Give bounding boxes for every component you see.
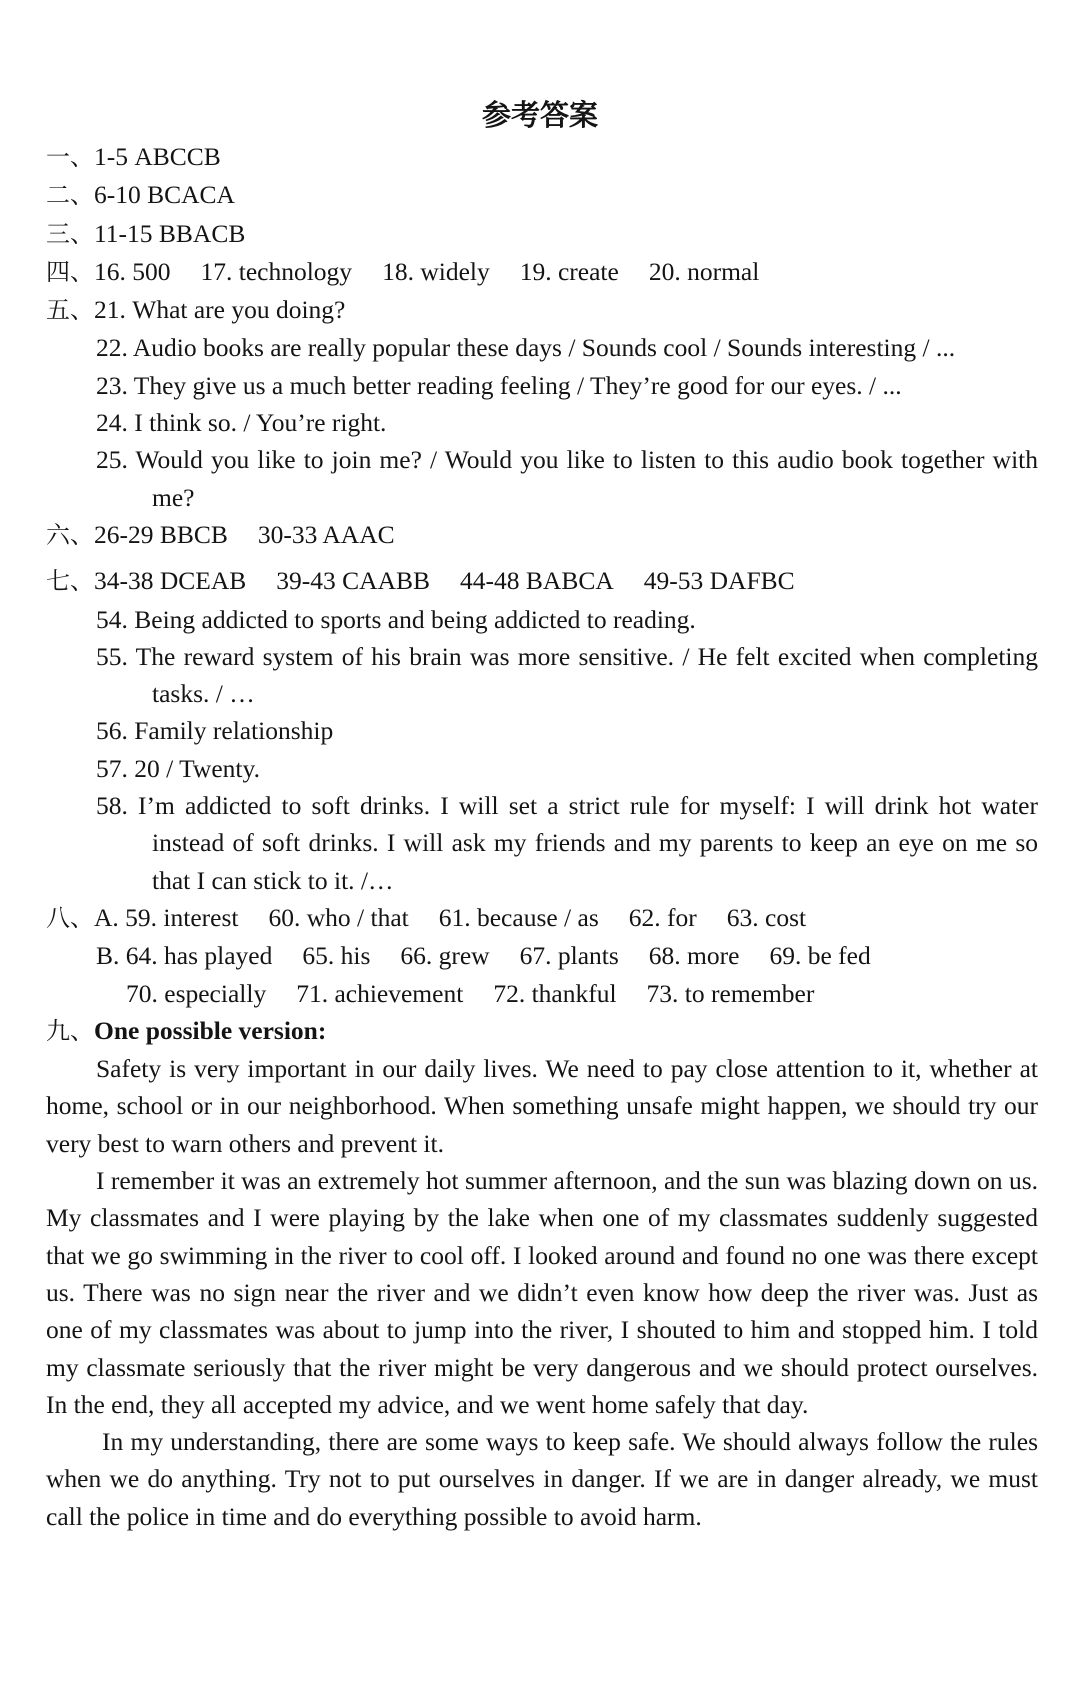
answer-57: 57. 20 / Twenty. bbox=[96, 753, 260, 783]
answer-item: 39-43 CAABB bbox=[276, 566, 431, 596]
answer-item: 49-53 DAFBC bbox=[643, 566, 795, 596]
answer-54: 54. Being addicted to sports and being addicted to reading. bbox=[96, 604, 696, 634]
answer-item: 30-33 AAAC bbox=[257, 519, 395, 549]
answer-item: 18. widely bbox=[382, 256, 490, 286]
answer-item: 65. his bbox=[302, 941, 371, 971]
page-title: 参考答案 bbox=[481, 98, 598, 132]
answer-item: 20. normal bbox=[648, 256, 760, 286]
answer-item: 69. be fed bbox=[769, 941, 871, 971]
section-1 bbox=[46, 138, 1038, 176]
answer-text: 21. What are you doing? bbox=[94, 295, 346, 325]
answer-item: 71. achievement bbox=[296, 978, 464, 1008]
essay-paragraph-3: In my understanding, there are some ways to keep safe. We should always follow the rules when we do anything. Try not to put ourselves in danger. If we are in danger already, we must call the police in time and do everything possible to avoid harm. bbox=[46, 1427, 1038, 1531]
answer-item: A. 59. interest bbox=[94, 902, 239, 932]
section-9 bbox=[46, 1012, 1038, 1050]
answer-item: 34-38 DCEAB bbox=[94, 566, 247, 596]
section-prefix: 一、 bbox=[46, 143, 94, 171]
answer-item: 60. who / that bbox=[268, 902, 409, 932]
section-prefix: 六、 bbox=[46, 520, 94, 549]
section-8-row-c bbox=[46, 975, 1038, 1012]
answer-23: 23. They give us a much better reading feeling / They’re good for our eyes. / ... bbox=[96, 370, 902, 400]
answer-item: 68. more bbox=[648, 941, 740, 971]
section-5 bbox=[46, 291, 1038, 329]
answer-item: 17. technology bbox=[200, 256, 353, 286]
answer-item: 72. thankful bbox=[493, 978, 617, 1008]
essay-paragraph-2: I remember it was an extremely hot summer afternoon, and the sun was blazing down on us. My classmates and I were playing by the lake when one of my classmates suddenly suggested that we go swimming in the river to cool off. I looked around and found no one was there except us. There was no sign near the river and we didn’t even know how deep the river was. Just as one of my classmates was about to jump into the river, I shouted to him and stopped him. I told my classmate seriously that the river might be very dangerous and we should protect ourselves. In the end, they all accepted my advice, and we went home safely that day. bbox=[46, 1166, 1038, 1419]
section-prefix: 四、 bbox=[46, 257, 94, 286]
section-prefix: 九、 bbox=[46, 1016, 94, 1045]
answer-content bbox=[46, 138, 1038, 1535]
answer-22: 22. Audio books are really popular these days / Sounds cool / Sounds interesting / ... bbox=[96, 333, 956, 363]
section-2 bbox=[46, 176, 1038, 214]
section-7 bbox=[46, 562, 1038, 600]
section-8-row-b bbox=[46, 937, 1038, 974]
answer-58: 58. I’m addicted to soft drinks. I will set a strict rule for myself: I will drink hot water instead of soft drinks. I will ask my friends and my parents to keep an eye on me so that I can stick to it. /… bbox=[96, 791, 1038, 895]
answer-item: 67. plants bbox=[519, 941, 619, 971]
answer-item: 26-29 BBCB bbox=[94, 519, 228, 549]
essay-heading: One possible version: bbox=[94, 1015, 327, 1045]
answer-item: 19. create bbox=[519, 256, 619, 286]
answer-item: 62. for bbox=[628, 902, 697, 932]
answer-item: 63. cost bbox=[726, 902, 807, 932]
answer-24: 24. I think so. / You’re right. bbox=[96, 408, 387, 438]
section-8 bbox=[46, 899, 1038, 937]
section-4 bbox=[46, 253, 1038, 291]
section-prefix: 七、 bbox=[46, 567, 94, 596]
essay-paragraph-1: Safety is very important in our daily lives. We need to pay close attention to it, whether at home, school or in our neighborhood. When something unsafe might happen, we should try our very best to warn others and prevent it. bbox=[46, 1054, 1038, 1158]
section-prefix: 二、 bbox=[46, 181, 94, 210]
section-6 bbox=[46, 516, 1038, 554]
section-prefix: 三、 bbox=[46, 219, 94, 248]
answer-item: 66. grew bbox=[400, 941, 490, 971]
answer-56: 56. Family relationship bbox=[96, 716, 334, 746]
answer-text: 1-5 ABCCB bbox=[94, 142, 221, 171]
answer-item: 16. 500 bbox=[94, 256, 171, 286]
answer-55: 55. The reward system of his brain was more sensitive. / He felt excited when completing tasks. / … bbox=[96, 641, 1038, 709]
section-3 bbox=[46, 215, 1038, 253]
section-prefix: 五、 bbox=[46, 296, 94, 325]
answer-item: 70. especially bbox=[126, 978, 267, 1008]
answer-item: 73. to remember bbox=[646, 978, 815, 1008]
answer-item: 61. because / as bbox=[438, 902, 599, 932]
section-prefix: 八、 bbox=[46, 903, 94, 932]
answer-item: B. 64. has played bbox=[96, 941, 273, 971]
answer-item: 44-48 BABCA bbox=[460, 566, 614, 596]
answer-text: 11-15 BBACB bbox=[94, 218, 246, 248]
answer-text: 6-10 BCACA bbox=[94, 180, 235, 210]
answer-25: 25. Would you like to join me? / Would you like to listen to this audio book together with me? bbox=[96, 445, 1038, 512]
